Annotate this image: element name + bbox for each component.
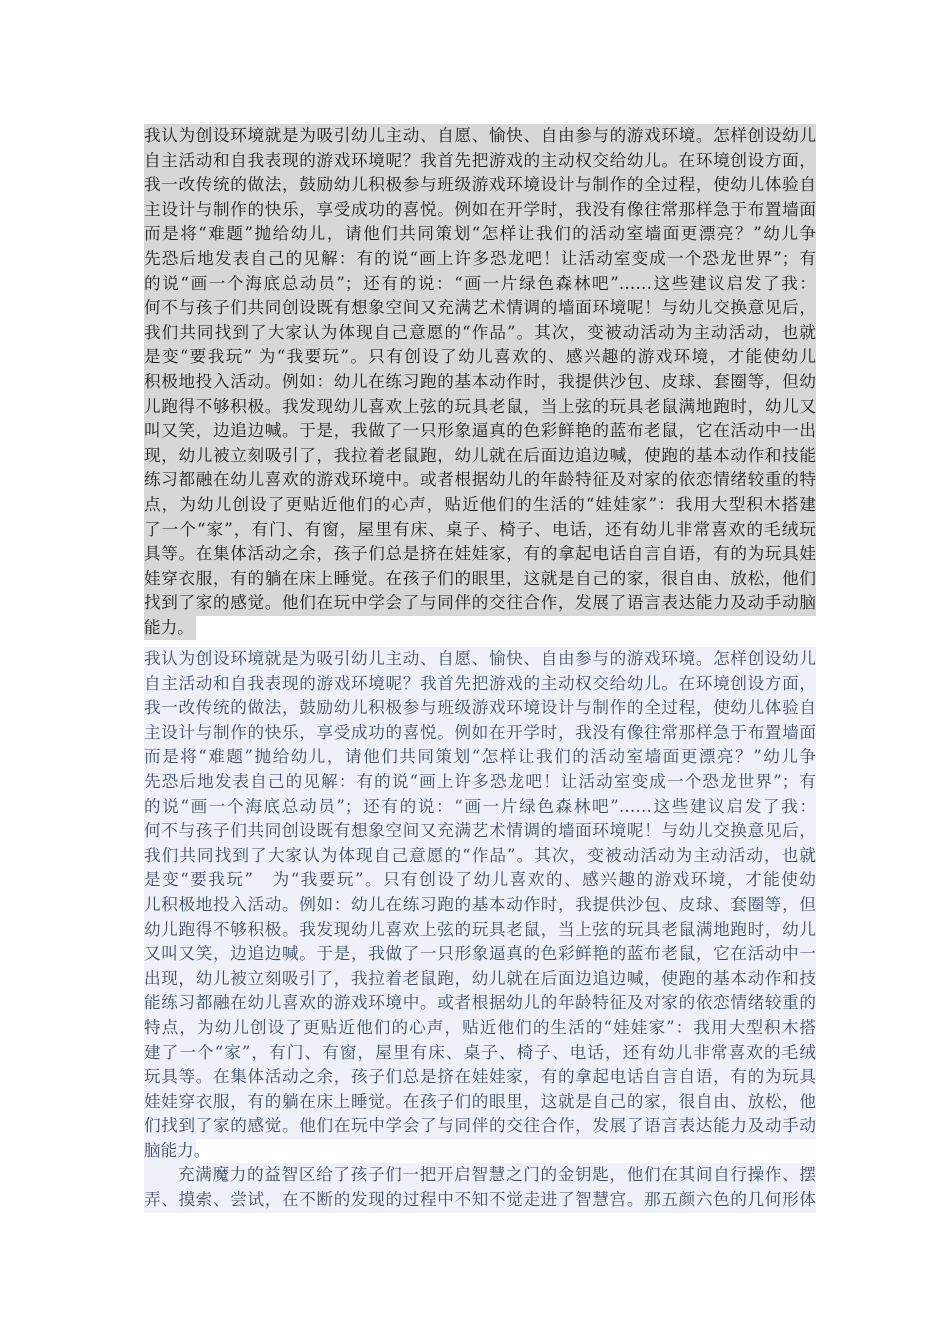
text-line: 我一改传统的做法，鼓励幼儿积极参与班级游戏环境设计与制作的全过程，使幼儿体验自 <box>144 173 816 198</box>
text-line: 先恐后地发表自己的见解：有的说“画上许多恐龙吧！让活动室变成一个恐龙世界”；有 <box>144 770 816 795</box>
paragraph-body <box>144 647 816 1213</box>
text-line: 是变“要我玩” 为“我要玩”。只有创设了幼儿喜欢的、感兴趣的游戏环境，才能使幼儿 <box>144 345 816 370</box>
text-line: 娃穿衣服，有的躺在床上睡觉。在孩子们的眼里，这就是自己的家，很自由、放松，他们 <box>144 567 816 592</box>
text-line: 点，为幼儿创设了更贴近他们的心声，贴近他们的生活的“娃娃家”：我用大型积木搭建 <box>144 493 816 518</box>
text-line: 建了一个“家”，有门、有窗，屋里有床、桌子、椅子、电话，还有幼儿非常喜欢的毛绒 <box>144 1041 816 1066</box>
text-line: 儿跑得不够积极。我发现幼儿喜欢上弦的玩具老鼠，当上弦的玩具老鼠满地跑时，幼儿又 <box>144 395 816 420</box>
text-line: 积极地投入活动。例如：幼儿在练习跑的基本动作时，我提供沙包、皮球、套圈等，但幼 <box>144 370 816 395</box>
text-line: 弄、摸索、尝试，在不断的发现的过程中不知不觉走进了智慧宫。那五颜六色的几何形体 <box>144 1188 816 1213</box>
text-line: 特点，为幼儿创设了更贴近他们的心声，贴近他们的生活的“娃娃家”：我用大型积木搭 <box>144 1016 816 1041</box>
text-line: 找到了家的感觉。他们在玩中学会了与同伴的交往合作，发展了语言表达能力及动手动脑 <box>144 591 816 616</box>
text-line: 主设计与制作的快乐，享受成功的喜悦。例如在开学时，我没有像往常那样急于布置墙面 <box>144 198 816 223</box>
text-line: 我一改传统的做法，鼓励幼儿积极参与班级游戏环境设计与制作的全过程，使幼儿体验自 <box>144 696 816 721</box>
text-line: 何不与孩子们共同创设既有想象空间又充满艺术情调的墙面环境呢！与幼儿交换意见后， <box>144 296 816 321</box>
text-line: 而是将“难题”抛给幼儿，请他们共同策划“怎样让我们的活动室墙面更漂亮？”幼儿争 <box>144 222 816 247</box>
text-line: 的说“画一个海底总动员”；还有的说：“画一片绿色森林吧”……这些建议启发了我： <box>144 795 816 820</box>
text-line: 主设计与制作的快乐，享受成功的喜悦。例如在开学时，我没有像往常那样急于布置墙面 <box>144 721 816 746</box>
text-line: 何不与孩子们共同创设既有想象空间又充满艺术情调的墙面环境呢！与幼儿交换意见后， <box>144 819 816 844</box>
text-line: 儿积极地投入活动。例如：幼儿在练习跑的基本动作时，我提供沙包、皮球、套圈等，但 <box>144 893 816 918</box>
text-line: 娃娃穿衣服，有的躺在床上睡觉。在孩子们的眼里，这就是自己的家，很自由、放松，他 <box>144 1090 816 1115</box>
text-line: 又叫又笑，边追边喊。于是，我做了一只形象逼真的色彩鲜艳的蓝布老鼠，它在活动中一 <box>144 942 816 967</box>
text-line: 练习都融在幼儿喜欢的游戏环境中。或者根据幼儿的年龄特征及对家的依恋情绪较重的特 <box>144 468 816 493</box>
text-line: 玩具等。在集体活动之余，孩子们总是挤在娃娃家，有的拿起电话自言自语，有的为玩具 <box>144 1065 816 1090</box>
text-line: 能练习都融在幼儿喜欢的游戏环境中。或者根据幼儿的年龄特征及对家的依恋情绪较重的 <box>144 991 816 1016</box>
text-line: 自主活动和自我表现的游戏环境呢？我首先把游戏的主动权交给幼儿。在环境创设方面， <box>144 672 816 697</box>
text-line: 我认为创设环境就是为吸引幼儿主动、自愿、愉快、自由参与的游戏环境。怎样创设幼儿 <box>144 124 816 149</box>
text-line: 我们共同找到了大家认为体现自己意愿的“作品”。其次，变被动活动为主动活动，也就 <box>144 844 816 869</box>
text-line: 幼儿跑得不够积极。我发现幼儿喜欢上弦的玩具老鼠，当上弦的玩具老鼠满地跑时，幼儿 <box>144 918 816 943</box>
text-line: 脑能力。 <box>144 1139 196 1164</box>
text-line: 了一个“家”，有门、有窗，屋里有床、桌子、椅子、电话，还有幼儿非常喜欢的毛绒玩 <box>144 518 816 543</box>
text-line: 出现，幼儿被立刻吸引了，我拉着老鼠跑，幼儿就在后面边追边喊，使跑的基本动作和技 <box>144 967 816 992</box>
text-line: 而是将“难题”抛给幼儿，请他们共同策划“怎样让我们的活动室墙面更漂亮？”幼儿争 <box>144 745 816 770</box>
text-line: 能力。 <box>144 616 196 641</box>
text-line: 叫又笑，边追边喊。于是，我做了一只形象逼真的色彩鲜艳的蓝布老鼠，它在活动中一出 <box>144 419 816 444</box>
text-line: 充满魔力的益智区给了孩子们一把开启智慧之门的金钥匙，他们在其间自行操作、摆 <box>144 1163 816 1188</box>
text-line: 先恐后地发表自己的见解：有的说“画上许多恐龙吧！让活动室变成一个恐龙世界”；有 <box>144 247 816 272</box>
text-line: 自主活动和自我表现的游戏环境呢？我首先把游戏的主动权交给幼儿。在环境创设方面， <box>144 149 816 174</box>
text-line: 现，幼儿被立刻吸引了，我拉着老鼠跑，幼儿就在后面边追边喊，使跑的基本动作和技能 <box>144 444 816 469</box>
text-line: 们找到了家的感觉。他们在玩中学会了与同伴的交往合作，发展了语言表达能力及动手动 <box>144 1114 816 1139</box>
text-line: 我们共同找到了大家认为体现自己意愿的“作品”。其次，变被动活动为主动活动，也就 <box>144 321 816 346</box>
text-line: 我认为创设环境就是为吸引幼儿主动、自愿、愉快、自由参与的游戏环境。怎样创设幼儿 <box>144 647 816 672</box>
text-line: 的说“画一个海底总动员”；还有的说：“画一片绿色森林吧”……这些建议启发了我： <box>144 272 816 297</box>
text-line: 是变“要我玩” 为“我要玩”。只有创设了幼儿喜欢的、感兴趣的游戏环境，才能使幼 <box>144 868 816 893</box>
text-line: 具等。在集体活动之余，孩子们总是挤在娃娃家，有的拿起电话自言自语，有的为玩具娃 <box>144 542 816 567</box>
paragraph-highlighted <box>144 124 816 640</box>
